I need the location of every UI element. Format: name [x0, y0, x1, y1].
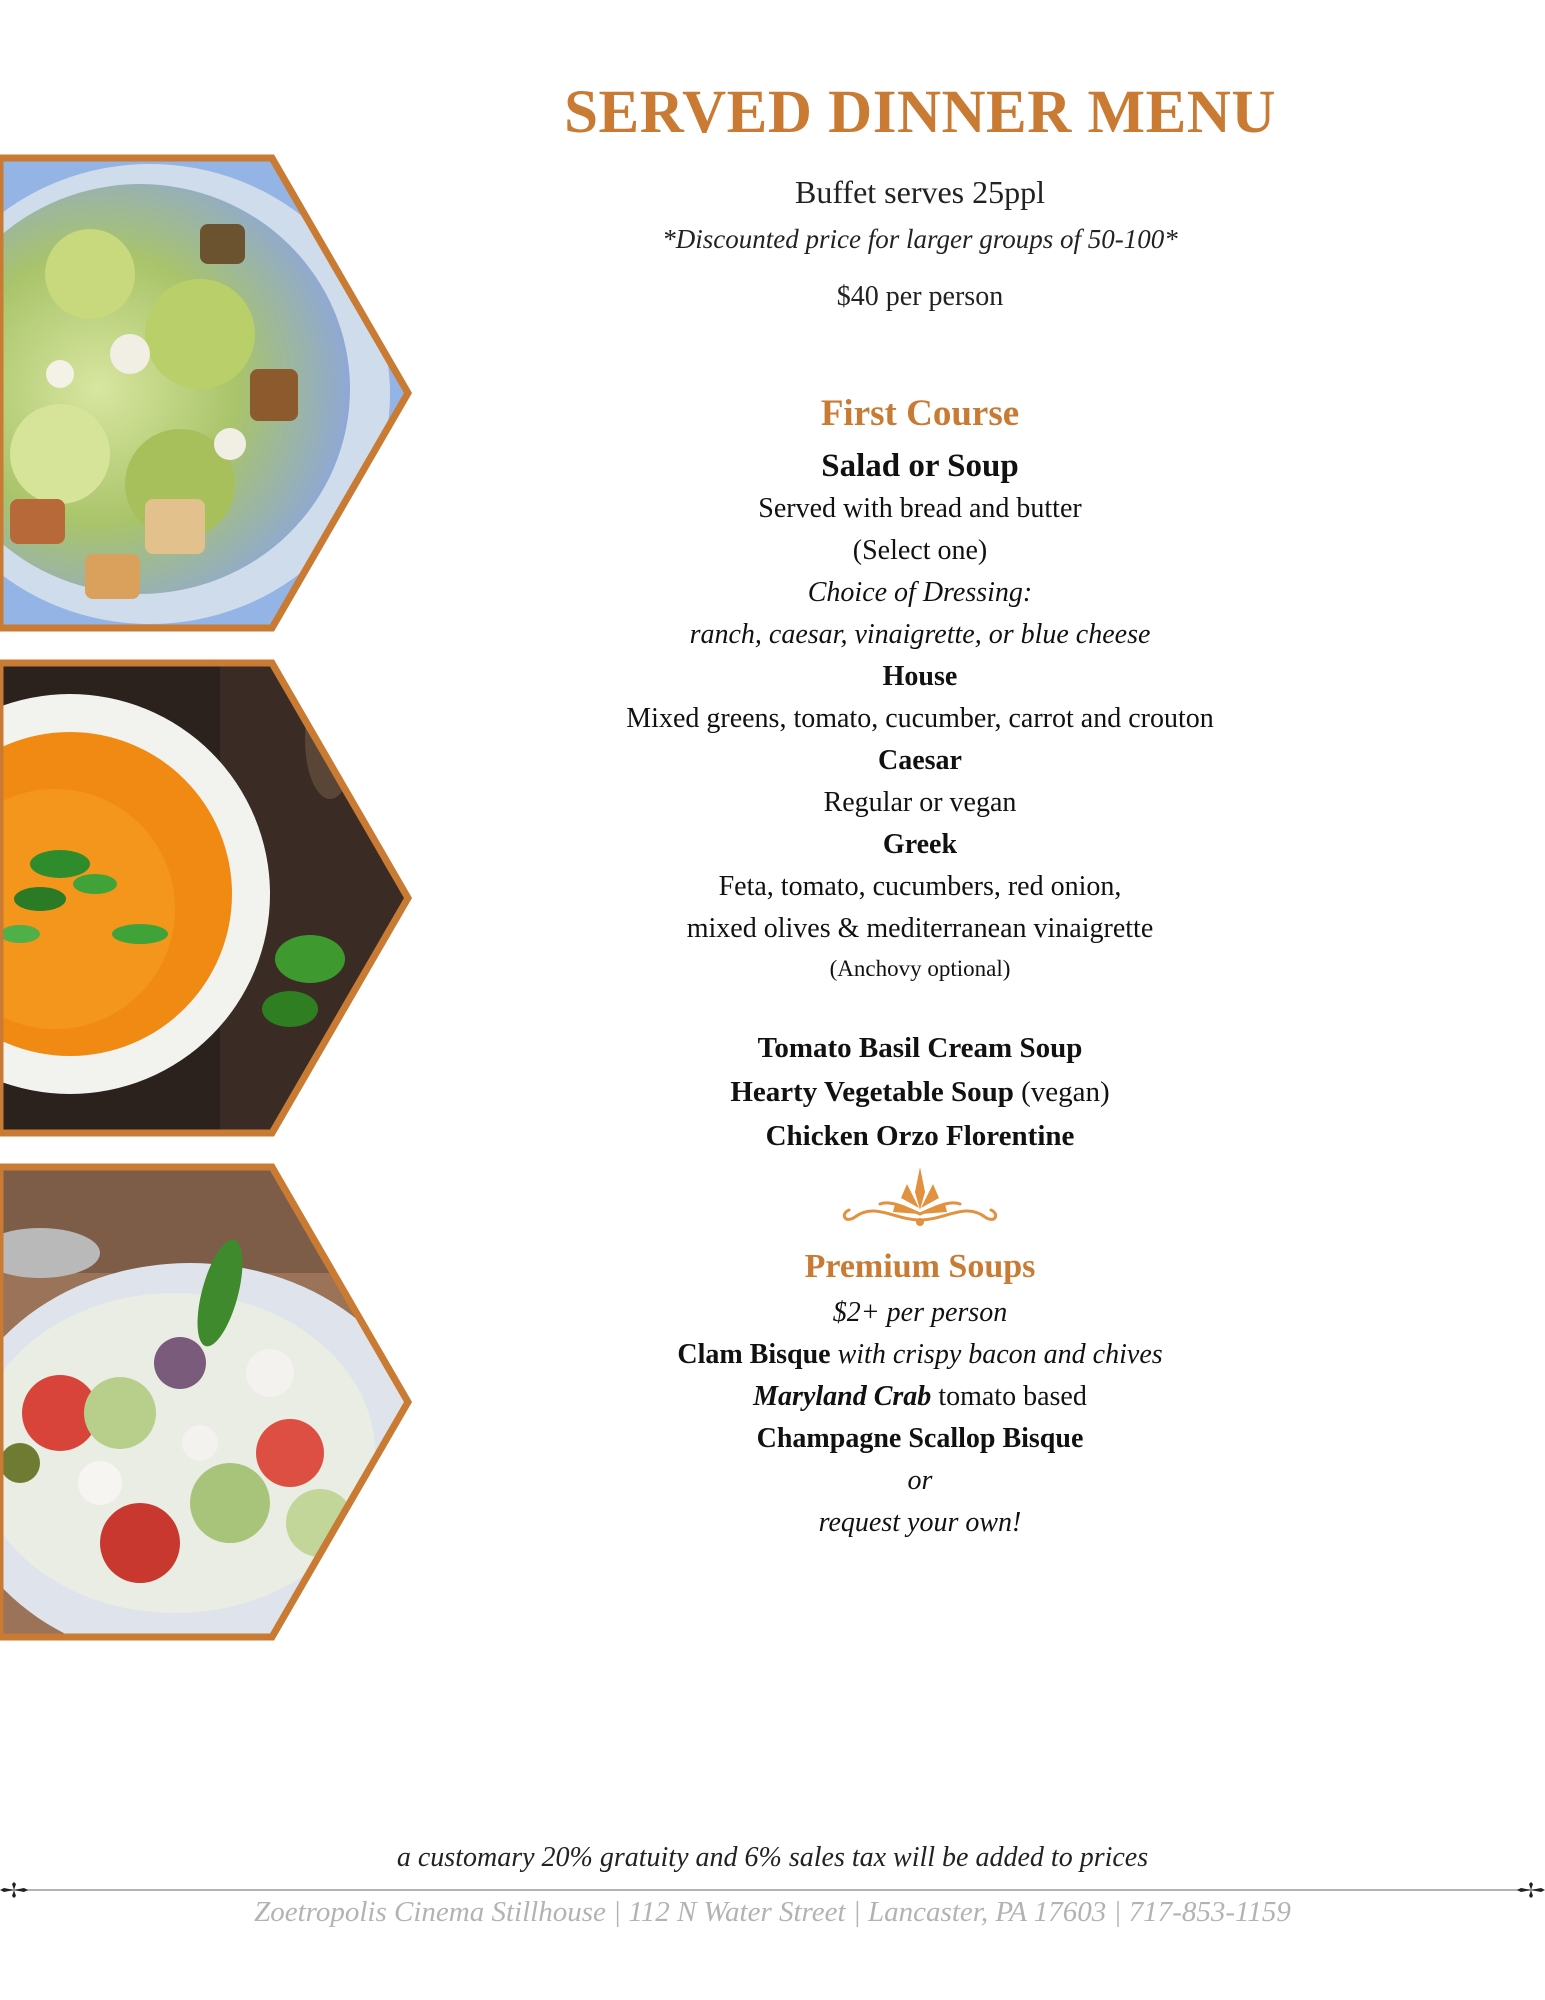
- caesar-salad-photo: [0, 154, 415, 632]
- gratuity-note: a customary 20% gratuity and 6% sales tax will be added to prices: [396, 1842, 1149, 1873]
- footer-address: Zoetropolis Cinema Stillhouse | 112 N Water Street | Lancaster, PA 17603 | 717-853-1159: [254, 1896, 1291, 1928]
- premium-item: [520, 1418, 1320, 1460]
- buffet-size-text: Buffet serves 25ppl: [794, 174, 1046, 210]
- premium-item: [520, 1334, 1320, 1376]
- salad-description: mixed olives & mediterranean vinaigrette: [686, 913, 1154, 944]
- premium-price: $2+ per person: [832, 1297, 1008, 1328]
- request-text: request your own!: [818, 1507, 1022, 1538]
- flourish-ornament-icon: [835, 1162, 1005, 1237]
- premium-soups-heading: Premium Soups: [804, 1248, 1036, 1285]
- soup-suffix: (vegan): [1013, 1076, 1110, 1108]
- soup-name: Tomato Basil Cream Soup: [757, 1032, 1083, 1064]
- soup-name: Hearty Vegetable Soup: [730, 1076, 1014, 1108]
- first-course-heading: First Course: [820, 393, 1020, 434]
- salad-description: Mixed greens, tomato, cucumber, carrot and crouton: [626, 703, 1214, 734]
- salad-description: Feta, tomato, cucumbers, red onion,: [718, 871, 1122, 902]
- or-text: or: [907, 1465, 933, 1496]
- salad-name: House: [882, 661, 958, 692]
- salad-description: Regular or vegan: [823, 787, 1017, 818]
- menu-title: SERVED DINNER MENU: [564, 79, 1276, 146]
- premium-item-name: Champagne Scallop Bisque: [756, 1423, 1084, 1454]
- dressing-options: ranch, caesar, vinaigrette, or blue cheese: [689, 619, 1151, 650]
- premium-item: [520, 1376, 1320, 1418]
- discount-note: *Discounted price for larger groups of 50-100*: [662, 224, 1178, 254]
- tomato-soup-photo: [0, 659, 415, 1137]
- soup-name: Chicken Orzo Florentine: [765, 1120, 1075, 1152]
- salad-name: Caesar: [878, 745, 962, 776]
- spacer: [520, 988, 1320, 1026]
- greek-salad-photo: [0, 1163, 415, 1641]
- premium-item-name: Clam Bisque: [677, 1339, 831, 1370]
- salad-name: Greek: [882, 829, 958, 860]
- price-per-person: $40 per person: [836, 281, 1004, 312]
- dressing-label: Choice of Dressing:: [807, 577, 1033, 608]
- soup-item: [520, 1114, 1320, 1158]
- course-subheading: Salad or Soup: [821, 448, 1019, 484]
- select-one-text: (Select one): [852, 535, 988, 566]
- premium-soups-section: [520, 1292, 1320, 1544]
- soup-item: [520, 1070, 1320, 1114]
- premium-item-desc: with crispy bacon and chives: [830, 1339, 1163, 1370]
- premium-item-desc: tomato based: [931, 1381, 1087, 1412]
- salad-note: (Anchovy optional): [829, 956, 1011, 981]
- served-with-text: Served with bread and butter: [758, 493, 1082, 524]
- premium-item-name: Maryland Crab: [753, 1381, 932, 1412]
- first-course-section: [520, 444, 1320, 1158]
- soup-item: [520, 1026, 1320, 1070]
